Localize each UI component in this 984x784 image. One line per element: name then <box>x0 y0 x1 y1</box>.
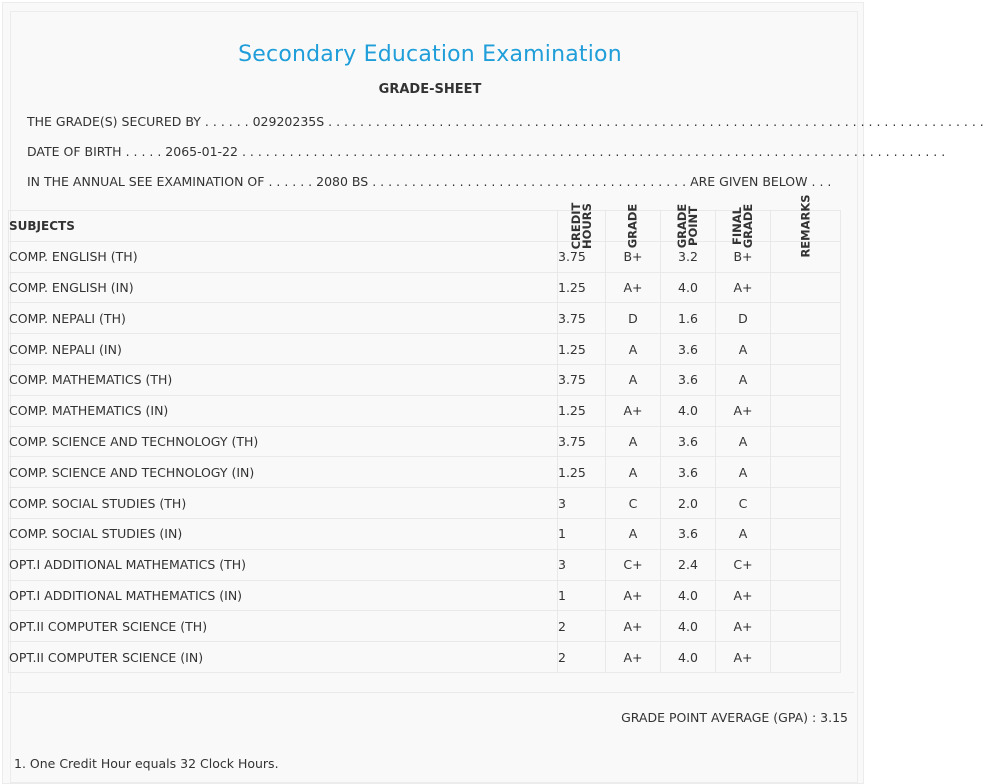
subject-cell: COMP. SCIENCE AND TECHNOLOGY (TH) <box>9 426 558 457</box>
table-row <box>9 457 841 488</box>
remarks-cell <box>771 518 841 549</box>
grade-point-cell: 2.4 <box>661 549 716 580</box>
header-final-line2: GRADE <box>741 203 755 249</box>
credit-cell: 3 <box>558 488 606 519</box>
grade-point-cell: 2.0 <box>661 488 716 519</box>
subject-cell: COMP. ENGLISH (IN) <box>9 272 558 303</box>
subject-cell: COMP. SOCIAL STUDIES (TH) <box>9 488 558 519</box>
subject-cell: COMP. ENGLISH (TH) <box>9 241 558 272</box>
header-grade-point <box>661 203 716 249</box>
table-row <box>9 488 841 519</box>
dot-leader: . . . <box>811 174 832 189</box>
credit-cell: 1.25 <box>558 334 606 365</box>
exam-value: 2080 BS <box>316 174 369 189</box>
final-grade-cell: A <box>716 457 771 488</box>
dot-leader: . . . . . <box>125 144 166 159</box>
grade-cell: A <box>606 457 661 488</box>
header-credit-line1: CREDIT <box>568 202 583 250</box>
grade-point-cell: 3.6 <box>661 334 716 365</box>
header-grade-label: GRADE <box>625 203 640 249</box>
grade-sheet-heading: GRADE-SHEET <box>378 82 482 97</box>
remarks-cell <box>771 364 841 395</box>
credit-cell: 3 <box>558 549 606 580</box>
credit-cell: 3.75 <box>558 426 606 457</box>
table-row <box>9 549 841 580</box>
grade-cell: A <box>606 364 661 395</box>
final-grade-cell: A+ <box>716 611 771 642</box>
grades-table <box>8 194 841 673</box>
credit-cell: 1.25 <box>558 395 606 426</box>
subject-cell: COMP. SCIENCE AND TECHNOLOGY (IN) <box>9 457 558 488</box>
table-row <box>9 241 841 272</box>
subject-cell: COMP. MATHEMATICS (IN) <box>9 395 558 426</box>
gpa-summary: GRADE POINT AVERAGE (GPA) : 3.15 <box>621 710 848 725</box>
grade-point-cell: 4.0 <box>661 642 716 673</box>
remarks-cell <box>771 303 841 334</box>
header-remarks-label: REMARKS <box>798 194 812 258</box>
remarks-cell <box>771 426 841 457</box>
final-grade-cell: B+ <box>716 241 771 272</box>
exam-label: IN THE ANNUAL SEE EXAMINATION OF <box>27 174 265 189</box>
credit-cell: 1.25 <box>558 272 606 303</box>
credit-cell: 2 <box>558 642 606 673</box>
dot-leader: . . . . . . . . . . . . . . . . . . . . . . . . . . . . . . . . . . . . . . . . . . . . . . . . . . . . . . . . . . . . . . . . . . . . . . . . . . . . . . . . . . . <box>328 114 984 129</box>
dot-leader: . . . . . . . . . . . . . . . . . . . . . . . . . . . . . . . . . . . . . . . . . . . . . . . . . . . . . . . . . . . . . . . . . . . . . . . . . . . . . . . . . . . . . . . . . <box>241 144 946 159</box>
table-row <box>9 364 841 395</box>
credit-cell: 1.25 <box>558 457 606 488</box>
table-row <box>9 426 841 457</box>
dot-leader: . . . . . . <box>204 114 253 129</box>
credit-cell: 1 <box>558 580 606 611</box>
grade-point-cell: 3.6 <box>661 364 716 395</box>
secured-by-value: 02920235S <box>252 114 325 129</box>
dob-value: 2065-01-22 <box>165 144 238 159</box>
remarks-cell <box>771 334 841 365</box>
secured-by-label: THE GRADE(S) SECURED BY <box>27 114 201 129</box>
remarks-cell <box>771 457 841 488</box>
grade-cell: A+ <box>606 395 661 426</box>
remarks-cell <box>771 395 841 426</box>
header-grade <box>606 203 661 249</box>
grade-cell: C+ <box>606 549 661 580</box>
dob-line <box>27 144 946 159</box>
final-grade-cell: A+ <box>716 272 771 303</box>
header-final-grade <box>716 203 771 249</box>
grade-cell: B+ <box>606 241 661 272</box>
final-grade-cell: A <box>716 364 771 395</box>
credit-cell: 3.75 <box>558 364 606 395</box>
final-grade-cell: C <box>716 488 771 519</box>
header-remarks <box>771 194 841 258</box>
exam-line <box>27 174 832 189</box>
table-row <box>9 518 841 549</box>
grade-point-cell: 4.0 <box>661 580 716 611</box>
grade-cell: A <box>606 518 661 549</box>
grade-cell: C <box>606 488 661 519</box>
subject-cell: OPT.II COMPUTER SCIENCE (TH) <box>9 611 558 642</box>
remarks-cell <box>771 488 841 519</box>
final-grade-cell: D <box>716 303 771 334</box>
grade-point-cell: 4.0 <box>661 395 716 426</box>
header-subjects: SUBJECTS <box>9 211 558 242</box>
credit-cell: 1 <box>558 518 606 549</box>
final-grade-cell: C+ <box>716 549 771 580</box>
subject-cell: OPT.II COMPUTER SCIENCE (IN) <box>9 642 558 673</box>
header-credit-hours <box>558 202 606 250</box>
grade-cell: A+ <box>606 580 661 611</box>
header-grade-point-line1: GRADE <box>675 203 689 249</box>
footnote: 1. One Credit Hour equals 32 Clock Hours. <box>14 756 279 771</box>
subject-cell: COMP. NEPALI (IN) <box>9 334 558 365</box>
grade-cell: A <box>606 426 661 457</box>
final-grade-cell: A <box>716 426 771 457</box>
header-credit-line2: HOURS <box>579 202 594 249</box>
subject-cell: OPT.I ADDITIONAL MATHEMATICS (IN) <box>9 580 558 611</box>
table-row <box>9 580 841 611</box>
remarks-cell <box>771 272 841 303</box>
remarks-cell <box>771 580 841 611</box>
table-row <box>9 272 841 303</box>
grade-cell: D <box>606 303 661 334</box>
grade-point-cell: 3.6 <box>661 457 716 488</box>
subject-cell: OPT.I ADDITIONAL MATHEMATICS (TH) <box>9 549 558 580</box>
subject-cell: COMP. MATHEMATICS (TH) <box>9 364 558 395</box>
grade-point-cell: 1.6 <box>661 303 716 334</box>
credit-cell: 3.75 <box>558 303 606 334</box>
subject-cell: COMP. NEPALI (TH) <box>9 303 558 334</box>
table-header-row <box>9 211 841 242</box>
grade-cell: A+ <box>606 272 661 303</box>
subject-cell: COMP. SOCIAL STUDIES (IN) <box>9 518 558 549</box>
final-grade-cell: A+ <box>716 395 771 426</box>
remarks-cell <box>771 642 841 673</box>
table-row <box>9 395 841 426</box>
table-row <box>9 334 841 365</box>
grade-cell: A+ <box>606 642 661 673</box>
secured-by-line <box>27 114 984 129</box>
final-grade-cell: A <box>716 518 771 549</box>
credit-cell: 2 <box>558 611 606 642</box>
credit-cell: 3.75 <box>558 241 606 272</box>
remarks-cell <box>771 549 841 580</box>
table-row <box>9 303 841 334</box>
grade-point-cell: 4.0 <box>661 611 716 642</box>
header-final-line1: FINAL <box>730 206 744 245</box>
dob-label: DATE OF BIRTH <box>27 144 122 159</box>
table-row <box>9 611 841 642</box>
grade-cell: A+ <box>606 611 661 642</box>
grade-point-cell: 3.6 <box>661 426 716 457</box>
remarks-cell <box>771 611 841 642</box>
grade-point-cell: 4.0 <box>661 272 716 303</box>
exam-title: Secondary Education Examination <box>238 42 622 67</box>
final-grade-cell: A+ <box>716 580 771 611</box>
grade-point-cell: 3.2 <box>661 241 716 272</box>
grade-point-cell: 3.6 <box>661 518 716 549</box>
table-row <box>9 642 841 673</box>
grade-cell: A <box>606 334 661 365</box>
header-grade-point-line2: POINT <box>686 205 700 246</box>
final-grade-cell: A+ <box>716 642 771 673</box>
dot-leader: . . . . . . . . . . . . . . . . . . . . . . . . . . . . . . . . . . . . . . . . <box>372 174 691 189</box>
final-grade-cell: A <box>716 334 771 365</box>
dot-leader: . . . . . . <box>268 174 317 189</box>
exam-suffix: ARE GIVEN BELOW <box>690 174 808 189</box>
